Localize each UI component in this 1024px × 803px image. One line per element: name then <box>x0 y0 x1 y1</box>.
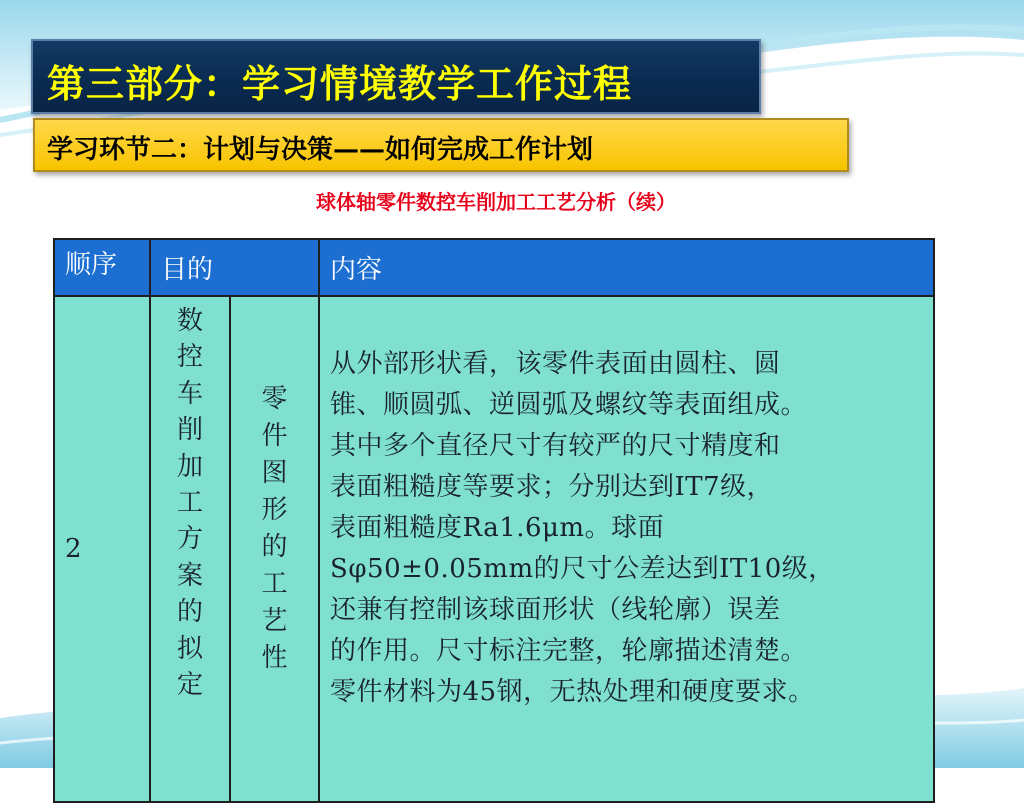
header-purpose: 目的 <box>150 239 319 296</box>
content-line: 还兼有控制该球面形状（线轮廓）误差 <box>330 595 781 625</box>
table-caption: 球体轴零件数控车削加工工艺分析（续） <box>316 190 676 214</box>
content-line: 零件材料为45钢，无热处理和硬度要求。 <box>330 677 815 707</box>
header-order: 顺序 <box>54 239 150 296</box>
subsection-banner <box>33 118 849 172</box>
row-purpose-sub: 零 件 图 形 的 工 艺 性 <box>230 296 319 802</box>
section-title-banner <box>31 39 761 114</box>
row-content <box>319 296 934 802</box>
process-table <box>53 238 935 803</box>
content-line: 表面粗糙度等要求；分别达到IT7级， <box>330 472 774 502</box>
subsection-title: 学习环节二：计划与决策——如何完成工作计划 <box>47 135 594 165</box>
header-content: 内容 <box>319 239 934 296</box>
table-row <box>54 296 934 802</box>
row-order: 2 <box>54 296 150 802</box>
section-title: 第三部分：学习情境教学工作过程 <box>47 61 633 106</box>
content-line: Sφ50±0.05mm的尺寸公差达到IT10级， <box>330 554 835 584</box>
content-line: 其中多个直径尺寸有较严的尺寸精度和 <box>330 431 781 461</box>
content-line: 从外部形状看，该零件表面由圆柱、圆 <box>330 349 781 379</box>
content-line: 表面粗糙度Ra1.6μm。球面 <box>330 513 665 543</box>
table-header-row <box>54 239 934 296</box>
row-purpose-main: 数 控 车 削 加 工 方 案 的 拟 定 <box>150 296 230 802</box>
content-line: 锥、顺圆弧、逆圆弧及螺纹等表面组成。 <box>330 390 808 420</box>
content-line: 的作用。尺寸标注完整，轮廓描述清楚。 <box>330 636 808 666</box>
